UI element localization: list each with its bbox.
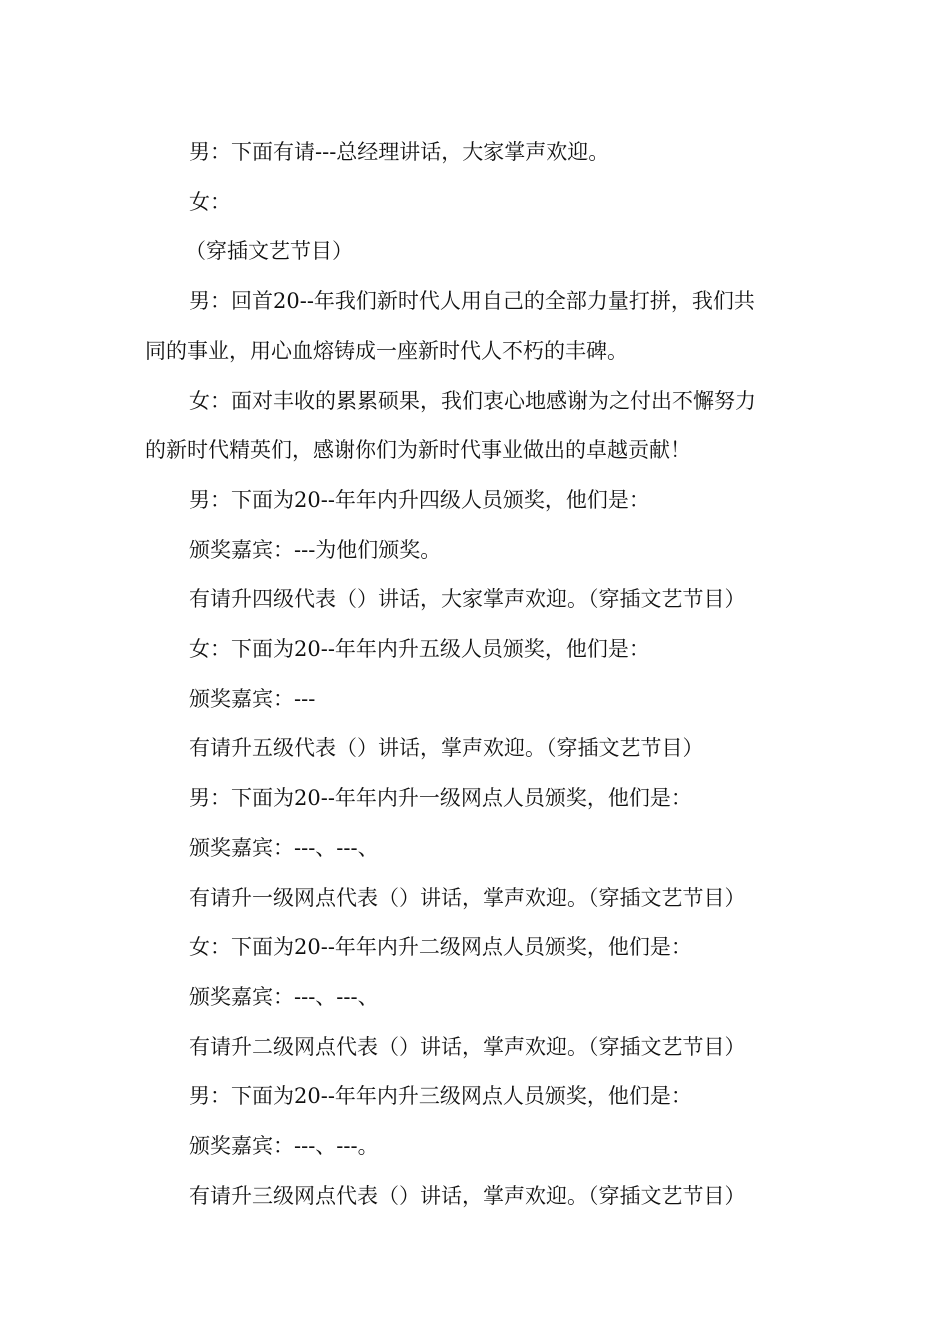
paragraph-line: 有请升三级网点代表（）讲话，掌声欢迎。（穿插文艺节目）: [189, 1183, 746, 1208]
paragraph-line: 女：下面为20--年年内升五级人员颁奖，他们是：: [189, 637, 650, 662]
paragraph-line: （穿插文艺节目）: [185, 239, 353, 264]
paragraph-line: 男：下面为20--年年内升四级人员颁奖，他们是：: [189, 487, 650, 512]
paragraph-line: 颁奖嘉宾：---、---。: [189, 1134, 379, 1159]
paragraph-line: 男：下面为20--年年内升一级网点人员颁奖，他们是：: [189, 786, 692, 811]
paragraph-line: 女：面对丰收的累累硕果，我们衷心地感谢为之付出不懈努力: [189, 388, 756, 413]
paragraph-line: 同的事业，用心血熔铸成一座新时代人不朽的丰碑。: [145, 338, 628, 363]
paragraph: [145, 377, 810, 476]
paragraph-line: 有请升二级网点代表（）讲话，掌声欢迎。（穿插文艺节目）: [189, 1034, 746, 1059]
paragraph-line: 有请升四级代表（）讲话，大家掌声欢迎。（穿插文艺节目）: [189, 587, 746, 612]
paragraph-line: 颁奖嘉宾：---、---、: [189, 984, 379, 1009]
paragraph-line: 的新时代精英们，感谢你们为新时代事业做出的卓越贡献！: [145, 438, 691, 463]
paragraph-line: 颁奖嘉宾：---: [189, 686, 316, 711]
paragraph-line: 男：下面为20--年年内升三级网点人员颁奖，他们是：: [189, 1084, 692, 1109]
paragraph-line: 有请升五级代表（）讲话，掌声欢迎。（穿插文艺节目）: [189, 736, 704, 761]
paragraph-line: 男：下面有请---总经理讲话，大家掌声欢迎。: [189, 140, 610, 164]
paragraph-line: 男：回首20--年我们新时代人用自己的全部力量打拼，我们共: [189, 289, 755, 314]
paragraph: [145, 277, 810, 376]
paragraph-line: 女：下面为20--年年内升二级网点人员颁奖，他们是：: [189, 935, 692, 960]
paragraph-line: 有请升一级网点代表（）讲话，掌声欢迎。（穿插文艺节目）: [189, 885, 746, 910]
paragraph-line: 颁奖嘉宾：---、---、: [189, 835, 379, 860]
document-body: [145, 128, 810, 1221]
paragraph-line: 颁奖嘉宾：---为他们颁奖。: [189, 537, 442, 562]
paragraph-line: 女：: [189, 189, 231, 214]
